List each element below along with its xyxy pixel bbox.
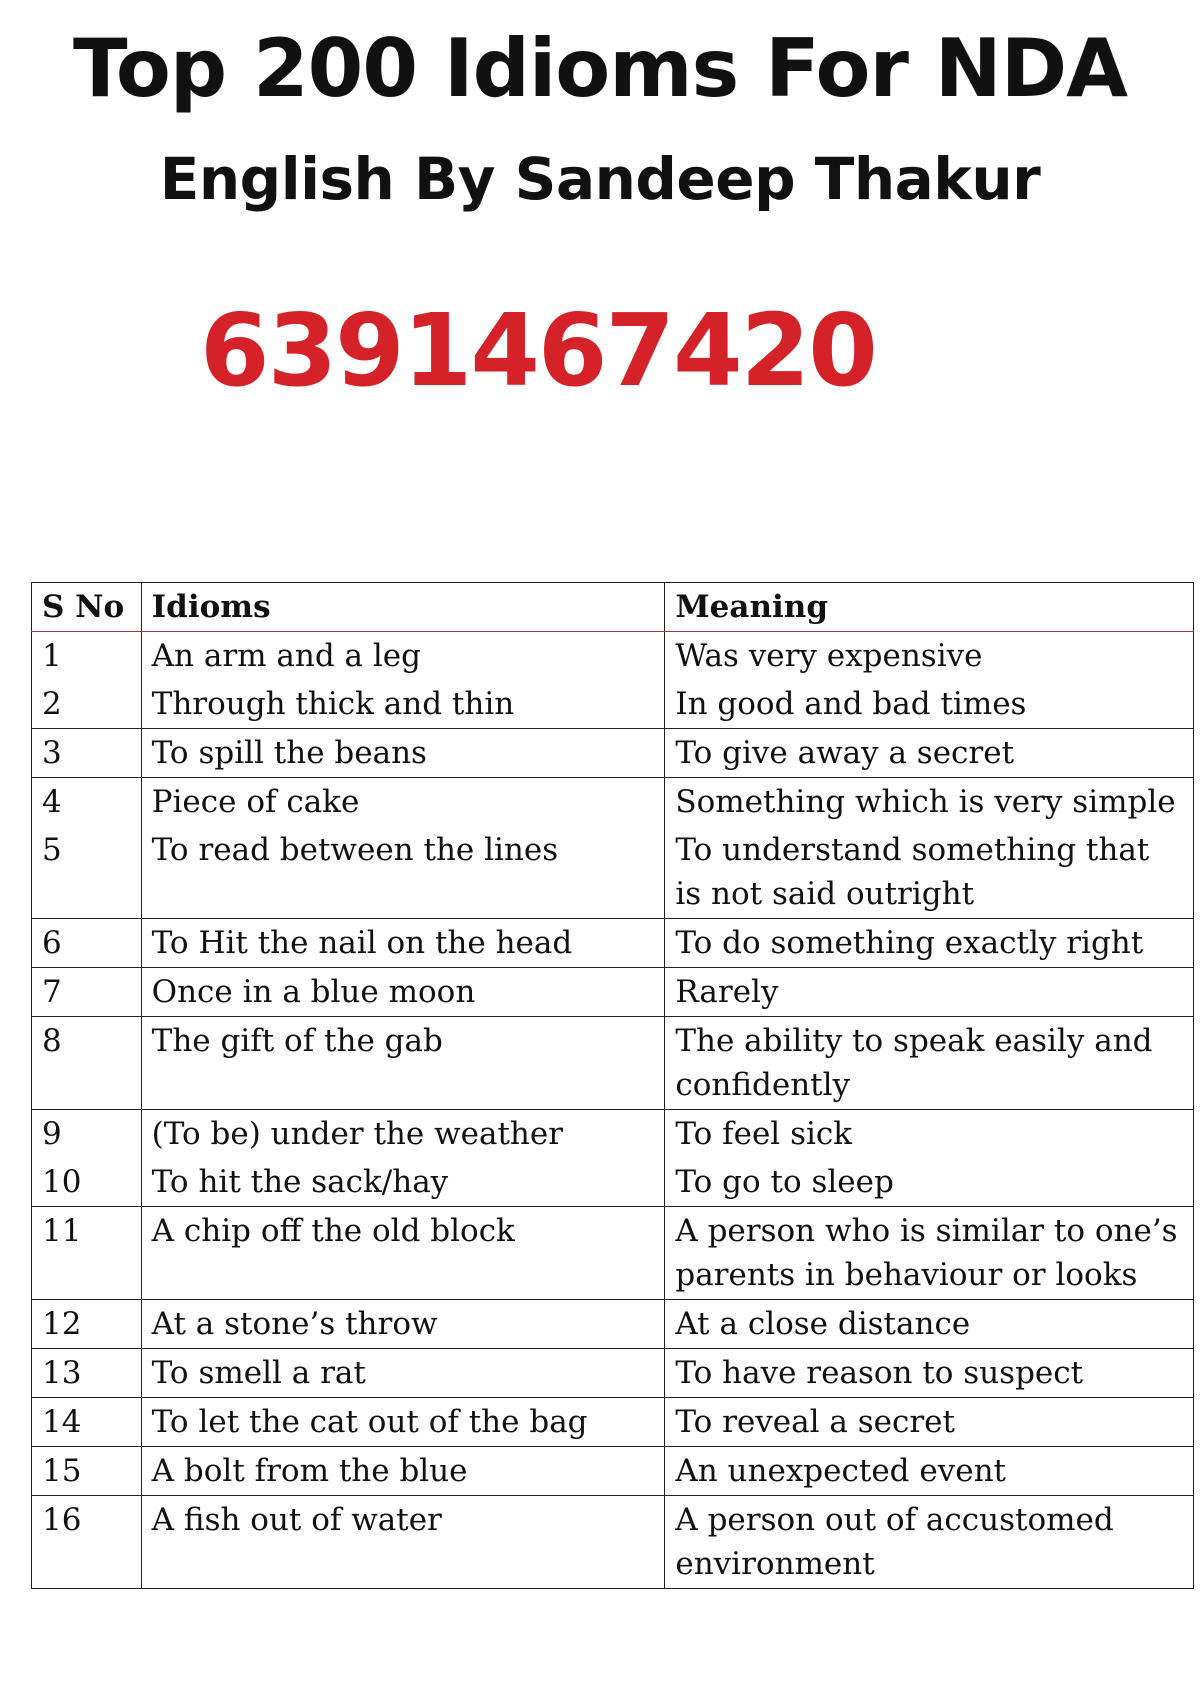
- column-header-idioms: Idioms: [141, 583, 665, 632]
- page-subtitle: English By Sandeep Thakur: [159, 145, 1041, 213]
- table-row: [32, 1158, 1194, 1207]
- cell-idiom: A chip off the old block: [141, 1207, 665, 1300]
- table-row: [32, 1496, 1194, 1589]
- cell-sno: 13: [32, 1349, 142, 1398]
- table-row: [32, 826, 1194, 919]
- cell-sno: 4: [32, 778, 142, 827]
- table-header-row: [32, 583, 1194, 632]
- cell-meaning: A person who is similar to one’s parents in behaviour or looks: [665, 1207, 1194, 1300]
- cell-meaning: To understand something that is not said outright: [665, 826, 1194, 919]
- cell-sno: 10: [32, 1158, 142, 1207]
- table-row: [32, 729, 1194, 778]
- page-title: Top 200 Idioms For NDA: [72, 22, 1128, 115]
- table-row: [32, 632, 1194, 681]
- cell-sno: 6: [32, 919, 142, 968]
- cell-idiom: At a stone’s throw: [141, 1300, 665, 1349]
- cell-sno: 11: [32, 1207, 142, 1300]
- cell-idiom: (To be) under the weather: [141, 1110, 665, 1159]
- cell-meaning: In good and bad times: [665, 680, 1194, 729]
- table-row: [32, 1207, 1194, 1300]
- cell-sno: 7: [32, 968, 142, 1017]
- cell-sno: 9: [32, 1110, 142, 1159]
- idioms-table: [31, 582, 1194, 1589]
- cell-meaning: To go to sleep: [665, 1158, 1194, 1207]
- cell-meaning: An unexpected event: [665, 1447, 1194, 1496]
- cell-idiom: To read between the lines: [141, 826, 665, 919]
- cell-idiom: Through thick and thin: [141, 680, 665, 729]
- cell-meaning: To have reason to suspect: [665, 1349, 1194, 1398]
- table-row: [32, 778, 1194, 827]
- cell-idiom: An arm and a leg: [141, 632, 665, 681]
- cell-meaning: A person out of accustomed environment: [665, 1496, 1194, 1589]
- cell-meaning: Something which is very simple: [665, 778, 1194, 827]
- cell-sno: 5: [32, 826, 142, 919]
- cell-meaning: To feel sick: [665, 1110, 1194, 1159]
- cell-meaning: To reveal a secret: [665, 1398, 1194, 1447]
- table-row: [32, 1349, 1194, 1398]
- cell-sno: 15: [32, 1447, 142, 1496]
- cell-sno: 2: [32, 680, 142, 729]
- cell-idiom: To smell a rat: [141, 1349, 665, 1398]
- table-row: [32, 919, 1194, 968]
- cell-sno: 14: [32, 1398, 142, 1447]
- cell-idiom: The gift of the gab: [141, 1017, 665, 1110]
- cell-sno: 1: [32, 632, 142, 681]
- table-row: [32, 1300, 1194, 1349]
- cell-sno: 16: [32, 1496, 142, 1589]
- phone-number: 6391467420: [200, 292, 876, 409]
- cell-sno: 3: [32, 729, 142, 778]
- cell-meaning: To give away a secret: [665, 729, 1194, 778]
- table-row: [32, 1398, 1194, 1447]
- cell-idiom: A bolt from the blue: [141, 1447, 665, 1496]
- cell-meaning: At a close distance: [665, 1300, 1194, 1349]
- table-row: [32, 1017, 1194, 1110]
- cell-idiom: To Hit the nail on the head: [141, 919, 665, 968]
- cell-sno: 12: [32, 1300, 142, 1349]
- table-row: [32, 968, 1194, 1017]
- table-row: [32, 1447, 1194, 1496]
- cell-meaning: To do something exactly right: [665, 919, 1194, 968]
- cell-idiom: To spill the beans: [141, 729, 665, 778]
- cell-idiom: A fish out of water: [141, 1496, 665, 1589]
- cell-idiom: Piece of cake: [141, 778, 665, 827]
- cell-meaning: The ability to speak easily and confidently: [665, 1017, 1194, 1110]
- cell-sno: 8: [32, 1017, 142, 1110]
- column-header-meaning: Meaning: [665, 583, 1194, 632]
- cell-idiom: Once in a blue moon: [141, 968, 665, 1017]
- table-row: [32, 680, 1194, 729]
- cell-idiom: To hit the sack/hay: [141, 1158, 665, 1207]
- cell-meaning: Was very expensive: [665, 632, 1194, 681]
- cell-meaning: Rarely: [665, 968, 1194, 1017]
- cell-idiom: To let the cat out of the bag: [141, 1398, 665, 1447]
- table-row: [32, 1110, 1194, 1159]
- column-header-sno: S No: [32, 583, 142, 632]
